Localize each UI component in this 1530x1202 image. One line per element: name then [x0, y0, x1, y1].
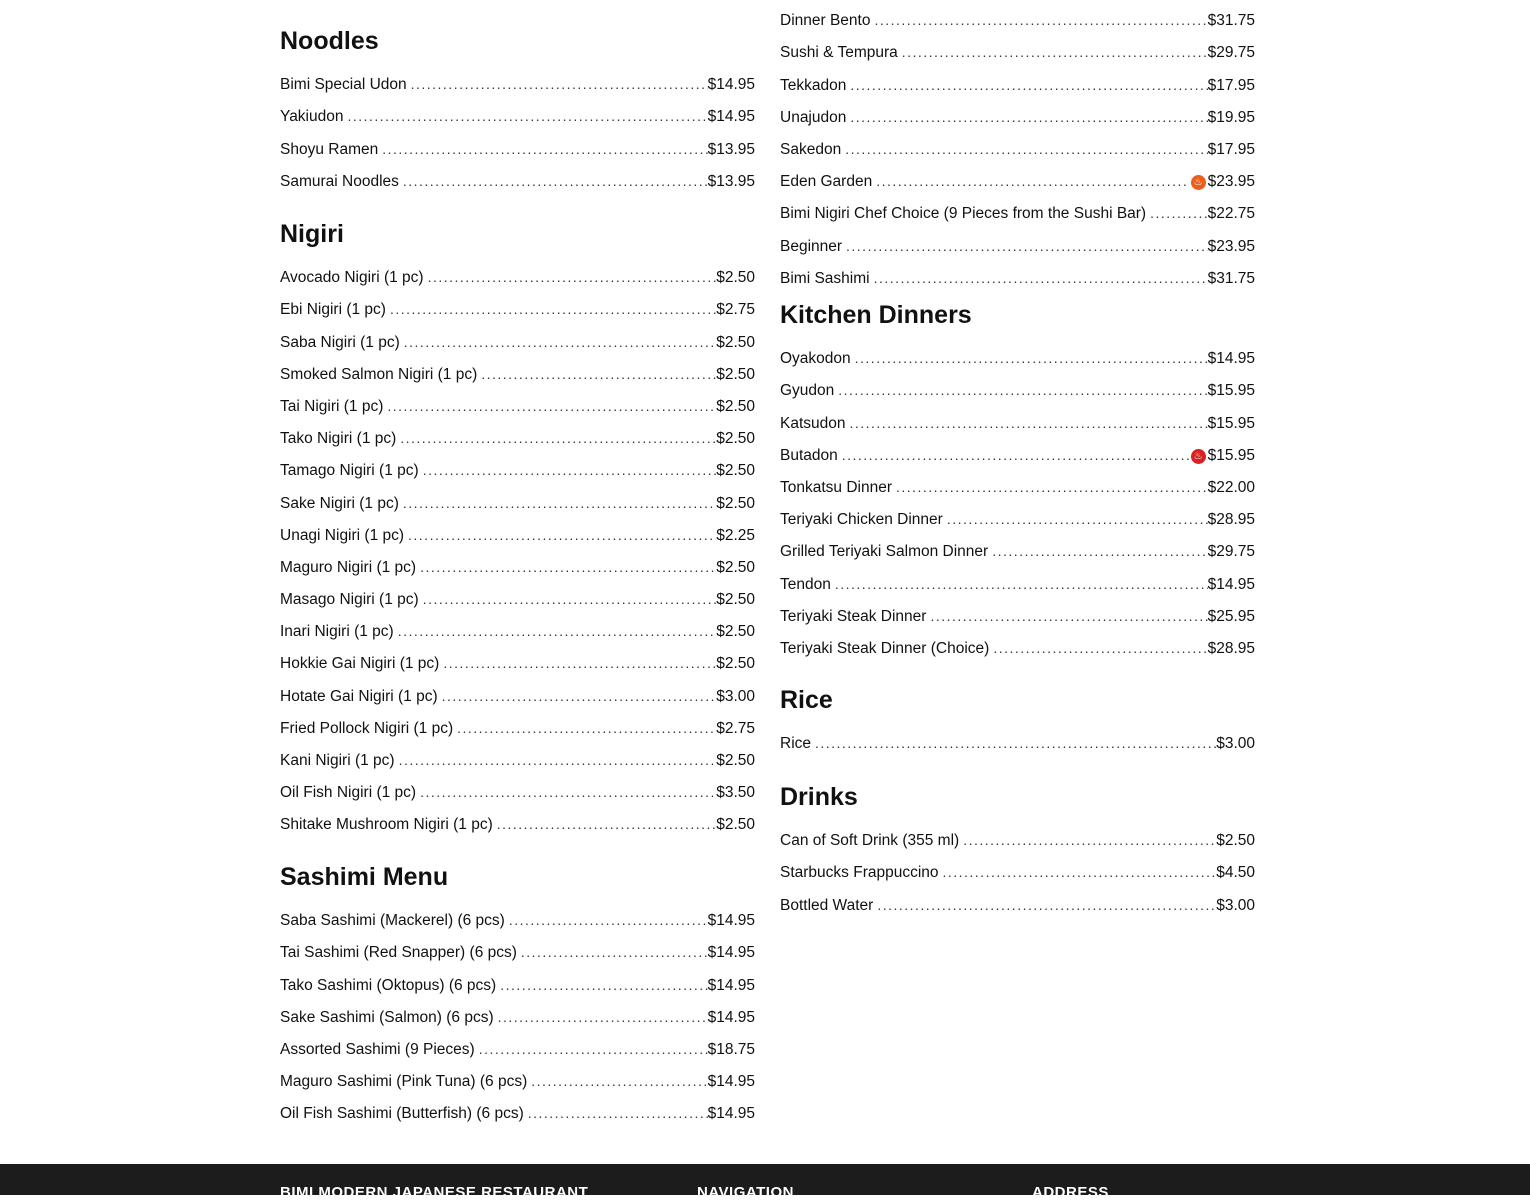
- menu-item-name: Smoked Salmon Nigiri (1 pc): [280, 365, 478, 383]
- menu-item-price: $2.50: [716, 462, 755, 480]
- menu-item-name: Oyakodon: [780, 350, 851, 368]
- dot-leader: [398, 622, 717, 640]
- dot-leader: [846, 237, 1208, 255]
- menu-item: [780, 435, 1255, 467]
- menu-item: [280, 675, 755, 707]
- menu-item: [280, 482, 755, 514]
- dot-leader: [387, 397, 716, 415]
- menu-item: [280, 579, 755, 611]
- spicy-red-icon: ♨: [1191, 449, 1206, 464]
- menu-item-price: $15.95: [1207, 382, 1255, 400]
- menu-item: [780, 0, 1255, 32]
- menu-item-price: $2.50: [1216, 832, 1255, 850]
- dot-leader: [993, 639, 1207, 657]
- menu-item: [280, 450, 755, 482]
- dot-leader: [902, 43, 1208, 61]
- menu-item-name: Bottled Water: [780, 896, 874, 914]
- menu-item-name: Saba Nigiri (1 pc): [280, 333, 400, 351]
- dot-leader: [457, 719, 716, 737]
- menu-item: [780, 884, 1255, 916]
- dot-leader: [845, 140, 1207, 158]
- menu-item-name: Maguro Sashimi (Pink Tuna) (6 pcs): [280, 1073, 528, 1091]
- menu-item-name: Butadon: [780, 446, 838, 464]
- menu-item: [280, 96, 755, 128]
- menu-item-price: $13.95: [707, 140, 755, 158]
- menu-item: [780, 225, 1255, 257]
- dot-leader: [992, 542, 1207, 560]
- menu-item: [280, 1061, 755, 1093]
- menu-item: [780, 596, 1255, 628]
- menu-item-name: Dinner Bento: [780, 12, 871, 30]
- menu-item-name: Grilled Teriyaki Salmon Dinner: [780, 543, 989, 561]
- menu-item-price: $3.00: [1216, 896, 1255, 914]
- menu-item: [280, 386, 755, 418]
- spicy-orange-icon: ♨: [1191, 175, 1206, 190]
- menu-item: [780, 531, 1255, 563]
- menu-item-name: Can of Soft Drink (355 ml): [780, 832, 960, 850]
- menu-item-name: Shoyu Ramen: [280, 140, 379, 158]
- dot-leader: [423, 590, 717, 608]
- menu-item-name: Beginner: [780, 237, 843, 255]
- menu-item-name: Maguro Nigiri (1 pc): [280, 558, 417, 576]
- menu-item-price: $2.50: [716, 558, 755, 576]
- dot-leader: [420, 783, 716, 801]
- dot-leader: [497, 815, 716, 833]
- menu-item: [280, 964, 755, 996]
- menu-item: [780, 32, 1255, 64]
- menu-item-price: $14.95: [1207, 575, 1255, 593]
- menu-item-name: Rice: [780, 735, 812, 753]
- menu-item-name: Tamago Nigiri (1 pc): [280, 462, 419, 480]
- dot-leader: [842, 446, 1189, 464]
- menu-item-name: Hotate Gai Nigiri (1 pc): [280, 687, 438, 705]
- menu-item-price: $14.95: [707, 1105, 755, 1123]
- menu-item: [280, 321, 755, 353]
- menu-item: [780, 820, 1255, 852]
- footer-navigation-heading: NAVIGATION: [697, 1184, 794, 1201]
- menu-item: [280, 708, 755, 740]
- menu-item-price: $2.50: [716, 591, 755, 609]
- menu-item-name: Fried Pollock Nigiri (1 pc): [280, 719, 454, 737]
- dot-leader: [500, 976, 707, 994]
- menu-item-name: Tako Sashimi (Oktopus) (6 pcs): [280, 976, 497, 994]
- menu-item-price: $31.75: [1207, 269, 1255, 287]
- dot-leader: [509, 911, 708, 929]
- menu-item: [280, 932, 755, 964]
- menu-item: [780, 161, 1255, 193]
- menu-item: [780, 370, 1255, 402]
- menu-item-name: Gyudon: [780, 382, 835, 400]
- menu-item-price: $3.00: [1216, 735, 1255, 753]
- menu-item-price: $14.95: [1207, 350, 1255, 368]
- menu-item-price: $2.75: [716, 719, 755, 737]
- menu-item: [280, 804, 755, 836]
- menu-item-name: Yakiudon: [280, 108, 344, 126]
- menu-item-name: Tendon: [780, 575, 831, 593]
- menu-item-name: Teriyaki Steak Dinner (Choice): [780, 639, 990, 657]
- dot-leader: [850, 414, 1208, 432]
- dot-leader: [943, 863, 1217, 881]
- menu-item: [780, 723, 1255, 755]
- dot-leader: [400, 429, 716, 447]
- menu-item: [780, 852, 1255, 884]
- dot-leader: [403, 494, 716, 512]
- menu-item-price: $28.95: [1207, 639, 1255, 657]
- menu-item-name: Samurai Noodles: [280, 172, 399, 190]
- menu-section-nigiri: [280, 219, 755, 836]
- menu-item: [280, 128, 755, 160]
- menu-item-price: $31.75: [1207, 12, 1255, 30]
- menu-item: [780, 338, 1255, 370]
- menu-item: [280, 1093, 755, 1125]
- menu-item-name: Unagi Nigiri (1 pc): [280, 526, 405, 544]
- dot-leader: [815, 734, 1216, 752]
- dot-leader: [443, 654, 716, 672]
- menu-item: [280, 643, 755, 675]
- dot-leader: [1150, 204, 1207, 222]
- dot-leader: [835, 575, 1208, 593]
- dot-leader: [347, 107, 707, 125]
- dot-leader: [411, 75, 708, 93]
- dot-leader: [390, 300, 716, 318]
- menu-item-name: Eden Garden: [780, 173, 873, 191]
- dot-leader: [850, 108, 1207, 126]
- menu-item-price: $2.50: [716, 365, 755, 383]
- dot-leader: [947, 510, 1208, 528]
- menu-item-price: $2.75: [716, 301, 755, 319]
- menu-item-price: $15.95: [1207, 414, 1255, 432]
- dot-leader: [420, 558, 716, 576]
- menu-item-price: $17.95: [1207, 140, 1255, 158]
- dot-leader: [403, 172, 708, 190]
- menu-item-price: $2.50: [716, 655, 755, 673]
- menu-item-price: $29.75: [1207, 44, 1255, 62]
- menu-item: [280, 1029, 755, 1061]
- footer-restaurant-heading: BIMI MODERN JAPANESE RESTAURANT: [280, 1184, 589, 1201]
- menu-item-name: Saba Sashimi (Mackerel) (6 pcs): [280, 912, 505, 930]
- dot-leader: [877, 896, 1216, 914]
- menu-item-name: Tonkatsu Dinner: [780, 478, 893, 496]
- dot-leader: [531, 1072, 707, 1090]
- menu-item: [780, 467, 1255, 499]
- menu-item-price: $2.50: [716, 816, 755, 834]
- dot-leader: [855, 349, 1208, 367]
- menu-item: [280, 515, 755, 547]
- menu-item: [280, 257, 755, 289]
- footer-address-heading: ADDRESS: [1032, 1184, 1109, 1201]
- menu-item-name: Sake Sashimi (Salmon) (6 pcs): [280, 1008, 494, 1026]
- menu-section-drinks: [780, 782, 1255, 917]
- menu-item-price: $22.75: [1207, 205, 1255, 223]
- menu-item-name: Sakedon: [780, 140, 842, 158]
- menu-item-price: $28.95: [1207, 511, 1255, 529]
- menu-item-price: $2.50: [716, 333, 755, 351]
- menu-item: [780, 97, 1255, 129]
- menu-item: [780, 64, 1255, 96]
- menu-item-price: $2.50: [716, 752, 755, 769]
- menu-item: [780, 499, 1255, 531]
- menu-item-price: $15.95: [1207, 446, 1255, 464]
- menu-item-name: Inari Nigiri (1 pc): [280, 623, 394, 641]
- menu-item-name: Kani Nigiri (1 pc): [280, 752, 395, 769]
- menu-item: [280, 161, 755, 193]
- menu-item-name: Bimi Nigiri Chef Choice (9 Pieces from the Sushi Bar): [780, 205, 1147, 223]
- menu-item: [280, 547, 755, 579]
- dot-leader: [838, 381, 1207, 399]
- dot-leader: [498, 1008, 708, 1026]
- dot-leader: [930, 607, 1207, 625]
- menu-item-name: Katsudon: [780, 414, 846, 432]
- menu-section-rice: [780, 685, 1255, 755]
- menu-item-name: Oil Fish Nigiri (1 pc): [280, 784, 417, 802]
- menu-item: [780, 129, 1255, 161]
- menu-item-price: $13.95: [707, 172, 755, 190]
- menu-item: [280, 900, 755, 932]
- menu-item-price: $2.50: [716, 397, 755, 415]
- dot-leader: [428, 268, 717, 286]
- menu-item-price: $2.50: [716, 269, 755, 287]
- menu-item: [780, 402, 1255, 434]
- menu-item-name: Masago Nigiri (1 pc): [280, 591, 419, 609]
- dot-leader: [442, 687, 717, 705]
- menu-item-price: $23.95: [1207, 173, 1255, 191]
- menu-item: [280, 997, 755, 1029]
- menu-item-price: $14.95: [707, 944, 755, 962]
- menu-item-name: Bimi Special Udon: [280, 76, 407, 94]
- menu-item: [280, 289, 755, 321]
- menu-item-price: $29.75: [1207, 543, 1255, 561]
- menu-item-price: $14.95: [707, 1073, 755, 1091]
- menu-item: [780, 628, 1255, 660]
- menu-item-name: Bimi Sashimi: [780, 269, 870, 287]
- site-footer: [0, 1164, 1530, 1201]
- dot-leader: [876, 172, 1188, 190]
- menu-item-name: Shitake Mushroom Nigiri (1 pc): [280, 816, 493, 834]
- menu-item-price: $4.50: [1216, 864, 1255, 882]
- menu-item: [280, 772, 755, 804]
- menu-item-name: Hokkie Gai Nigiri (1 pc): [280, 655, 440, 673]
- dot-leader: [479, 1040, 708, 1058]
- menu-item-price: $2.50: [716, 430, 755, 448]
- menu-item-price: $2.50: [716, 494, 755, 512]
- menu-item-price: $23.95: [1207, 237, 1255, 255]
- menu-item-price: $2.50: [716, 623, 755, 641]
- dot-leader: [963, 831, 1216, 849]
- menu-item: [780, 193, 1255, 225]
- dot-leader: [481, 365, 716, 383]
- section-title: Kitchen Dinners: [780, 301, 972, 329]
- menu-item-name: Teriyaki Chicken Dinner: [780, 511, 943, 529]
- section-title: Drinks: [780, 783, 858, 811]
- menu-item-name: Teriyaki Steak Dinner: [780, 607, 927, 625]
- menu-item-name: Starbucks Frappuccino: [780, 864, 939, 882]
- menu-item: [780, 563, 1255, 595]
- menu-item-price: $3.50: [716, 784, 755, 802]
- menu-item: [280, 64, 755, 96]
- dot-leader: [874, 269, 1208, 287]
- menu-item-name: Oil Fish Sashimi (Butterfish) (6 pcs): [280, 1105, 524, 1123]
- dot-leader: [528, 1104, 708, 1122]
- menu-item-name: Unajudon: [780, 108, 847, 126]
- dot-leader: [399, 751, 717, 769]
- menu-item-name: Avocado Nigiri (1 pc): [280, 269, 424, 287]
- menu-item-name: Assorted Sashimi (9 Pieces): [280, 1040, 475, 1058]
- menu-item-name: Tako Nigiri (1 pc): [280, 430, 397, 448]
- menu-item-name: Ebi Nigiri (1 pc): [280, 301, 386, 319]
- menu-item-price: $17.95: [1207, 76, 1255, 94]
- dot-leader: [850, 76, 1207, 94]
- menu-section-sashimi-menu: [280, 862, 755, 1125]
- menu-item-price: $25.95: [1207, 607, 1255, 625]
- menu-item-price: $14.95: [707, 976, 755, 994]
- menu-section-kitchen-dinners: [780, 300, 1255, 660]
- menu-item: [280, 740, 755, 772]
- dot-leader: [382, 140, 707, 158]
- menu-item-price: $3.00: [716, 687, 755, 705]
- dot-leader: [896, 478, 1208, 496]
- menu-section-specials: [780, 0, 1255, 290]
- menu-item-name: Sushi & Tempura: [780, 44, 898, 62]
- dot-leader: [874, 11, 1207, 29]
- menu-item-price: $14.95: [707, 108, 755, 126]
- menu-item-price: $14.95: [707, 76, 755, 94]
- menu-item-price: $2.25: [716, 526, 755, 544]
- section-title: Noodles: [280, 27, 379, 55]
- menu-item-price: $22.00: [1207, 478, 1255, 496]
- section-title: Nigiri: [280, 220, 344, 248]
- section-title: Sashimi Menu: [280, 863, 449, 891]
- menu-item: [780, 258, 1255, 290]
- menu-item-price: $18.75: [707, 1040, 755, 1058]
- dot-leader: [408, 526, 716, 544]
- menu-item-price: $14.95: [707, 912, 755, 930]
- menu-item-price: $14.95: [707, 1008, 755, 1026]
- menu-item-name: Sake Nigiri (1 pc): [280, 494, 399, 512]
- menu-item: [280, 611, 755, 643]
- menu-item: [280, 418, 755, 450]
- menu-item-price: $19.95: [1207, 108, 1255, 126]
- dot-leader: [404, 333, 716, 351]
- menu-item: [280, 354, 755, 386]
- menu-item-name: Tai Nigiri (1 pc): [280, 397, 384, 415]
- dot-leader: [423, 461, 717, 479]
- section-title: Rice: [780, 686, 833, 714]
- menu-section-noodles: [280, 26, 755, 193]
- menu-item-name: Tekkadon: [780, 76, 847, 94]
- menu-item-name: Tai Sashimi (Red Snapper) (6 pcs): [280, 944, 517, 962]
- dot-leader: [521, 943, 708, 961]
